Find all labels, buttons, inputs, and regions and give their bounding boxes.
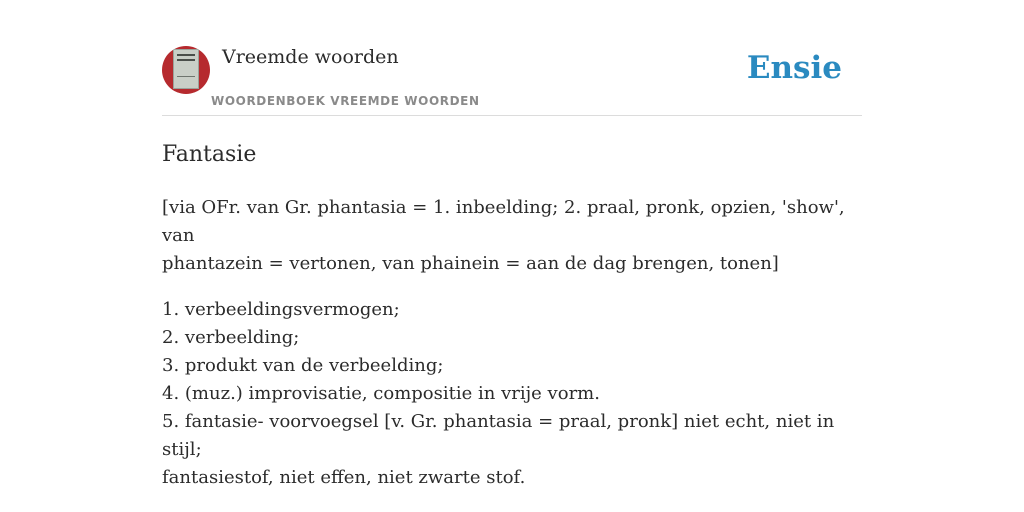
book-subtitle-line (177, 76, 195, 77)
definition-item: 4. (muz.) improvisatie, compositie in vrije vorm. (162, 383, 600, 404)
ensie-logo[interactable]: Ensie (746, 50, 842, 86)
etymology-line: phantazein = vertonen, van phainein = aan de dag brengen, tonen] (162, 253, 779, 274)
definition-item: 5. fantasie- voorvoegsel [v. Gr. phantasia = praal, pronk] niet echt, niet in stijl; (162, 411, 835, 460)
definition-item: 1. verbeeldingsvermogen; (162, 299, 400, 320)
header (162, 44, 862, 116)
etymology-line: [via OFr. van Gr. phantasia = 1. inbeelding; 2. praal, pronk, opzien, 'show', van (162, 197, 845, 246)
brand-subtitle: WOORDENBOEK VREEMDE WOORDEN (211, 94, 480, 108)
brand-title[interactable]: Vreemde woorden (222, 46, 399, 68)
book-title-line (177, 59, 195, 61)
book-title-line (177, 54, 195, 56)
definition-item: 2. verbeelding; (162, 327, 300, 348)
entry-term: Fantasie (162, 142, 257, 167)
avatar[interactable] (162, 46, 210, 94)
definition-item: fantasiestof, niet effen, niet zwarte stof. (162, 467, 526, 488)
entry-content (162, 140, 862, 492)
definition-list (162, 296, 862, 492)
definition-item: 3. produkt van de verbeelding; (162, 355, 444, 376)
book-cover-icon (173, 49, 199, 89)
entry-etymology (162, 194, 862, 278)
